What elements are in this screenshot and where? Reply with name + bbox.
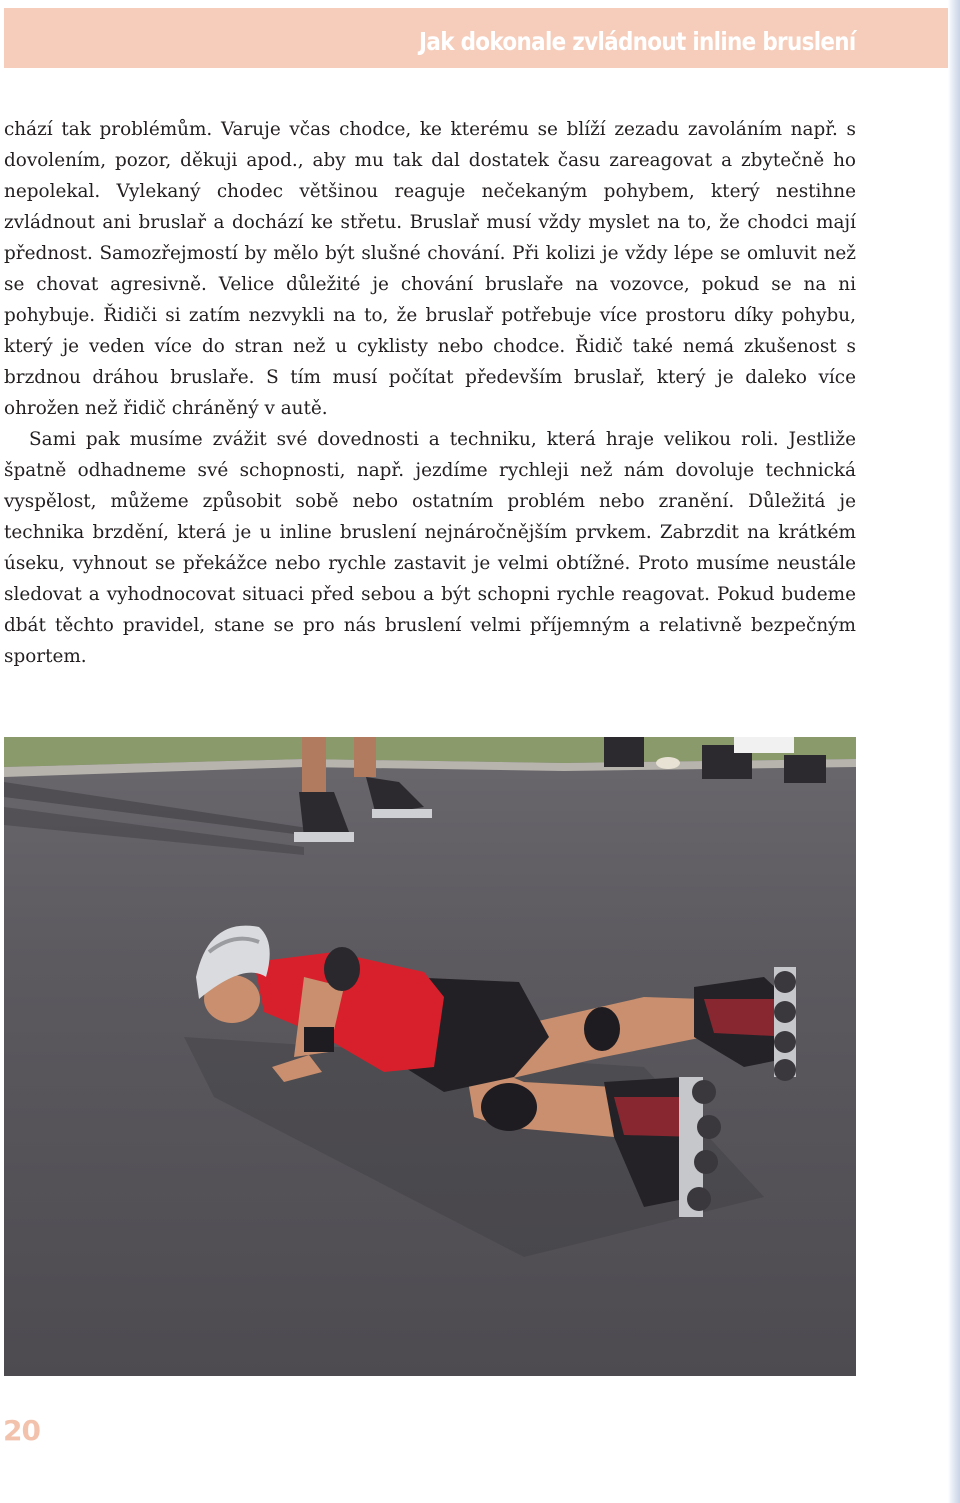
page-edge-shadow [948,0,960,1503]
paragraph-2: Sami pak musíme zvážit své dovednosti a techniku, která hraje velikou roli. Jestliže špatně odhadneme své schopnosti, např. jezdíme rychleji než nám dovoluje technická vyspělost, můžeme způsobit sobě nebo ostatním problém nebo zranění. Důležitá je technika brzdění, která je u inline bruslení nejnáročnějším prvkem. Zabrzdit na krátkém úseku, vyhnout se překážce nebo rychle zastavit je velmi obtížné. Proto musíme neustále sledovat a vyhodnocovat situaci před sebou a být schopni rychle reagovat. Pokud budeme dbát těchto pravidel, stane se pro nás bruslení velmi příjemným a relativně bezpečným sportem. [4,429,856,667]
running-header-title: Jak dokonale zvládnout inline bruslení [419,27,856,56]
knee-pad-lower [481,1083,537,1131]
page-number: 20 [3,1414,40,1447]
elbow-pad [324,947,360,991]
body-text [4,114,856,672]
knee-pad-upper [584,1007,620,1051]
running-header [4,8,948,68]
photo-fallen-skater [4,737,856,1376]
paragraph-1: chází tak problémům. Varuje včas chodce, ke kterému se blíží zezadu zavoláním např. s dovolením, pozor, děkuji apod., aby mu tak dal dostatek času zareagovat a zbytečně ho nepolekal. Vylekaný chodec většinou reaguje nečekaným pohybem, který nestihne zvládnout ani bruslař a dochází ke střetu. Bruslař musí vždy myslet na to, že chodci mají přednost. Samozřejmostí by mělo být slušné chování. Při kolizi je vždy lépe se omluvit než se chovat agresivně. Velice důležité je chování bruslaře na vozovce, pokud se na ni pohybuje. Řidiči si zatím nezvykli na to, že bruslař potřebuje více prostoru díky pohybu, který je veden více do stran než u cyklisty nebo chodce. Řidič také nemá zkušenost s brzdnou dráhou bruslaře. S tím musí počítat především bruslař, který je daleko více ohrožen než řidič chráněný v autě. [4,119,856,419]
wrist-guard [304,1027,334,1052]
